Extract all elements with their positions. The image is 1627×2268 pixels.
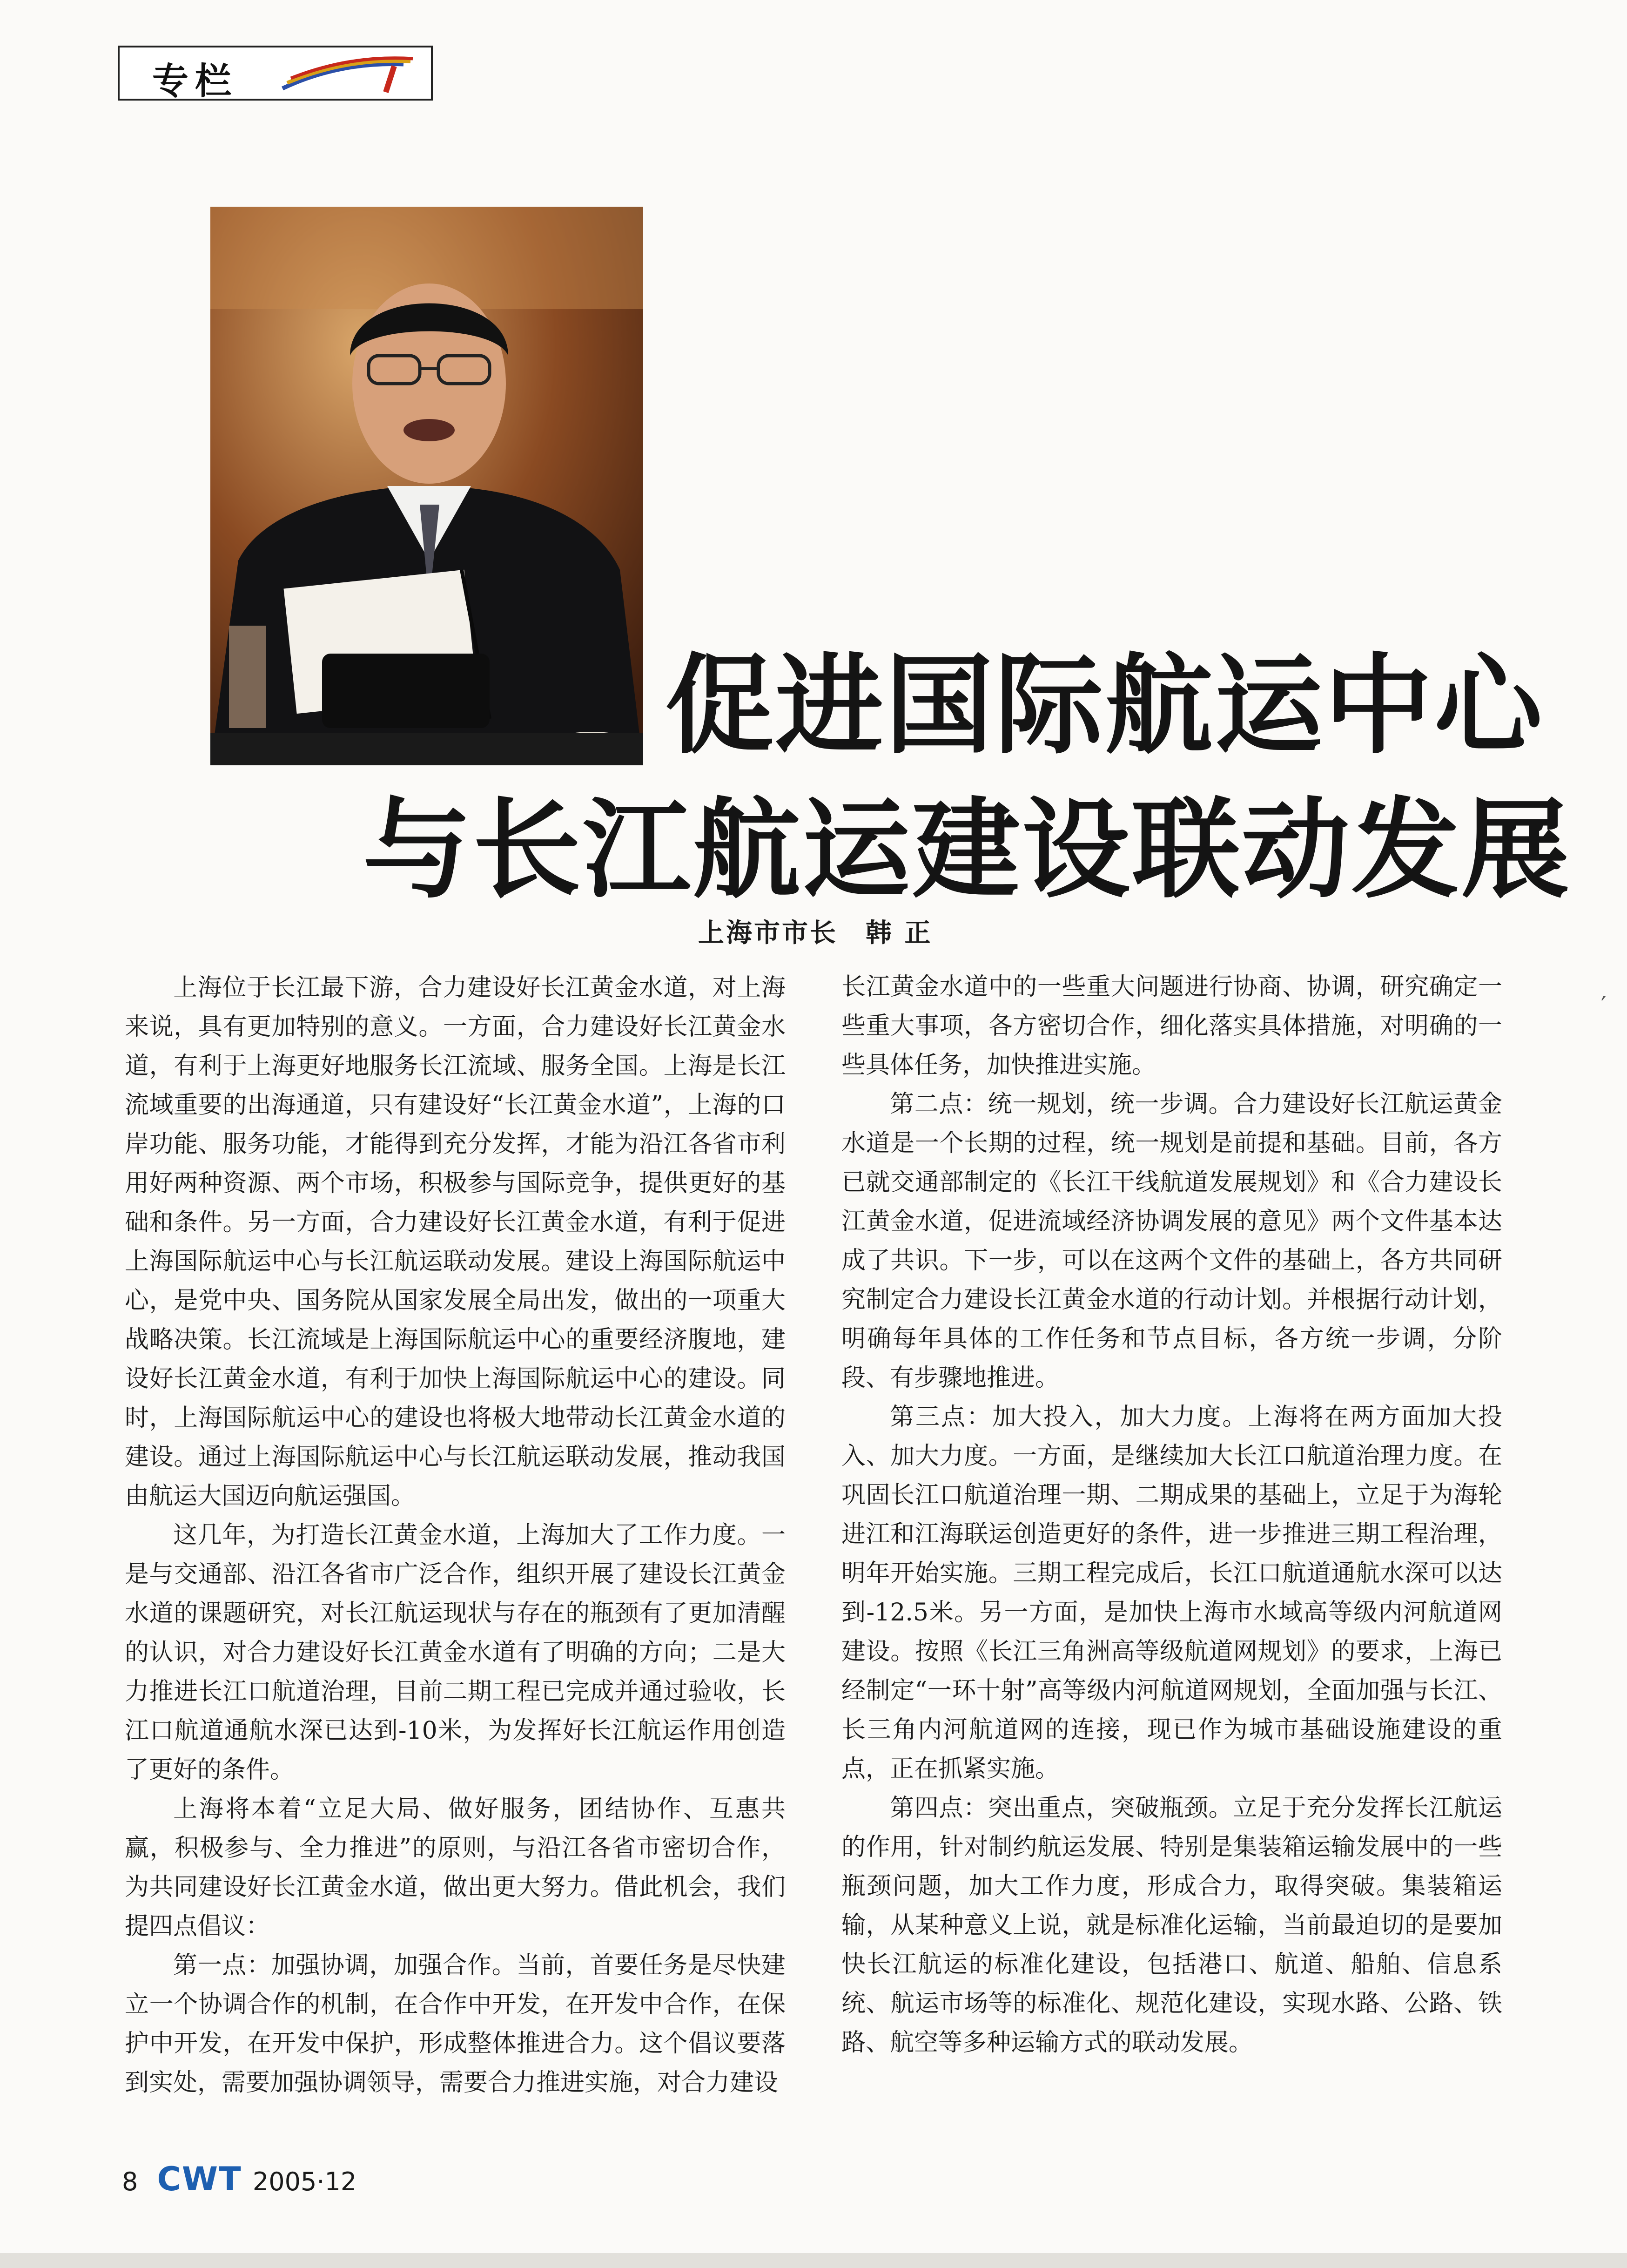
- paragraph: 第一点：加强协调，加强合作。当前，首要任务是尽快建立一个协调合作的机制，在合作中开发，在开发中合作，在保护中开发，在开发中保护，形成整体推进合力。这个倡议要落到实处，需要加强协调领导，需要合力推进实施，对合力建设: [125, 1951, 786, 2097]
- scan-edge: [0, 2253, 1627, 2268]
- paragraph: 第四点：突出重点，突破瓶颈。立足于充分发挥长江航运的作用，针对制约航运发展、特别是集装箱运输发展中的一些瓶颈问题，加大工作力度，形成合力，取得突破。集装箱运输，从某种意义上说，就是标准化运输，当前最迫切的是要加快长江航运的标准化建设，包括港口、航道、船舶、信息系统、航运市场等的标准化、规范化建设，实现水路、公路、铁路、航空等多种运输方式的联动发展。: [841, 1794, 1502, 2057]
- headline-line-1: 促进国际航运中心: [666, 643, 1545, 769]
- issue-date: 2005·12: [252, 2167, 357, 2196]
- page-number: 8: [122, 2167, 138, 2196]
- paragraph: 第二点：统一规划，统一步调。合力建设好长江航运黄金水道是一个长期的过程，统一规划是前提和基础。目前，各方已就交通部制定的《长江干线航道发展规划》和《合力建设长江黄金水道，促进流域经济协调发展的意见》两个文件基本达成了共识。下一步，可以在这两个文件的基础上，各方共同研究制定合力建设长江黄金水道的行动计划。并根据行动计划，明确每年具体的工作任务和节点目标，各方统一步调，分阶段、有步骤地推进。: [841, 1090, 1502, 1392]
- page-footer: [122, 2160, 356, 2198]
- speaker-photo: [210, 207, 643, 765]
- swoosh-logo-icon: [278, 52, 417, 97]
- byline: 上海市市长 韩 正: [698, 918, 933, 948]
- magazine-brand: CWT: [157, 2160, 242, 2198]
- paragraph: 第三点：加大投入，加大力度。上海将在两方面加大投入、加大力度。一方面，是继续加大长江口航道治理力度。在巩固长江口航道治理一期、二期成果的基础上，立足于为海轮进江和江海联运创造更好的条件，进一步推进三期工程治理，明年开始实施。三期工程完成后，长江口航道通航水深可以达到-12.5米。另一方面，是加快上海市水域高等级内河航道网建设。按照《长江三角洲高等级航道网规划》的要求，上海已经制定“一环十射”高等级内河航道网规划，全面加强与长江、长三角内河航道网的连接，现已作为城市基础设施建设的重点，正在抓紧实施。: [841, 1403, 1502, 1783]
- paragraph: 上海将本着“立足大局、做好服务，团结协作、互惠共赢，积极参与、全力推进”的原则，与沿江各省市密切合作，为共同建设好长江黄金水道，做出更大努力。借此机会，我们提四点倡议：: [125, 1795, 786, 1940]
- body-column-left: [125, 968, 786, 2102]
- column-tag-label: 专栏: [152, 61, 238, 102]
- paragraph: 上海位于长江最下游，合力建设好长江黄金水道，对上海来说，具有更加特别的意义。一方面，合力建设好长江黄金水道，有利于上海更好地服务长江流域、服务全国。上海是长江流域重要的出海通道，只有建设好“长江黄金水道”，上海的口岸功能、服务功能，才能得到充分发挥，才能为沿江各省市利用好两种资源、两个市场，积极参与国际竞争，提供更好的基础和条件。另一方面，合力建设好长江黄金水道，有利于促进上海国际航运中心与长江航运联动发展。建设上海国际航运中心，是党中央、国务院从国家发展全局出发，做出的一项重大战略决策。长江流域是上海国际航运中心的重要经济腹地，建设好长江黄金水道，有利于加快上海国际航运中心的建设。同时，上海国际航运中心的建设也将极大地带动长江黄金水道的建设。通过上海国际航运中心与长江航运联动发展，推动我国由航运大国迈向航运强国。: [125, 974, 786, 1510]
- body-column-right: [841, 967, 1502, 2062]
- column-tag: [118, 46, 433, 101]
- headline-line-2: 与长江航运建设联动发展: [363, 787, 1572, 913]
- paragraph-continued: 长江黄金水道中的一些重大问题进行协商、协调，研究确定一些重大事项，各方密切合作，细化落实具体措施，对明确的一些具体任务，加快推进实施。: [841, 973, 1502, 1079]
- paragraph: 这几年，为打造长江黄金水道，上海加大了工作力度。一是与交通部、沿江各省市广泛合作，组织开展了建设长江黄金水道的课题研究，对长江航运现状与存在的瓶颈有了更加清醒的认识，对合力建设好长江黄金水道有了明确的方向；二是大力推进长江口航道治理，目前二期工程已完成并通过验收，长江口航道通航水深已达到-10米，为发挥好长江航运作用创造了更好的条件。: [125, 1521, 786, 1784]
- margin-mark: ′: [1601, 992, 1607, 1019]
